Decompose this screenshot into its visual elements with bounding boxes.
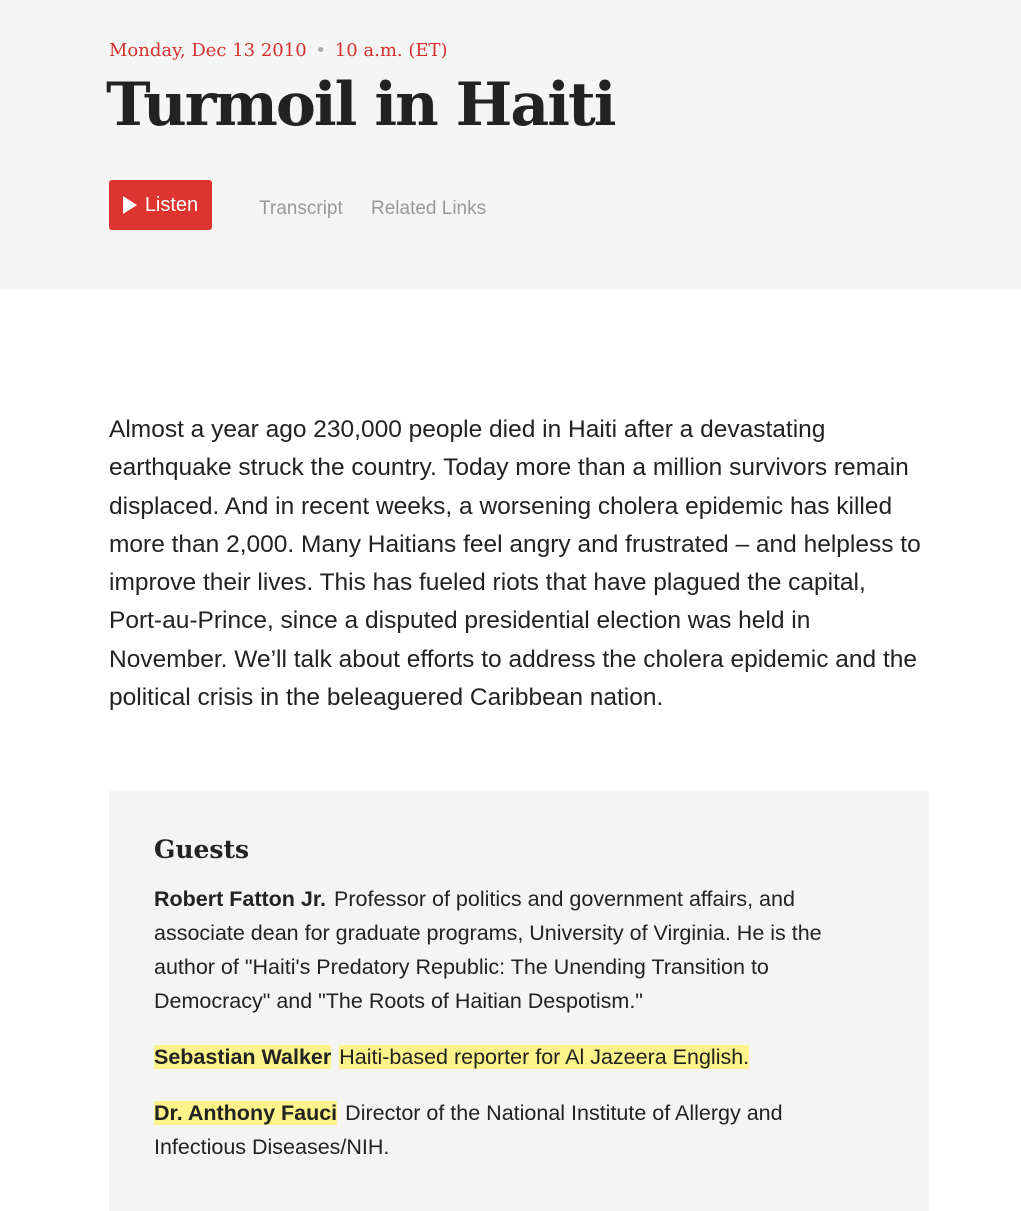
guest-name: Sebastian Walker (154, 1045, 332, 1069)
show-header (0, 0, 1021, 289)
tab-related-links[interactable]: Related Links (371, 198, 487, 219)
listen-label: Listen (144, 193, 199, 216)
guests-panel (109, 791, 929, 1211)
guest-bio: Haiti-based reporter for Al Jazeera English. (339, 1045, 750, 1069)
show-description: Almost a year ago 230,000 people died in Haiti after a devastating earthquake struck the country. Today more than a million survivors remain displaced. And in recent weeks, a worsening cholera epidemic has killed more than 2,000. Many Haitians feel angry and frustrated – and helpless to improve their lives. This has fueled riots that have plagued the capital, Port-au-Prince, since a disputed presidential election was held in November. We’ll talk about efforts to address the cholera epidemic and the political crisis in the beleaguered Caribbean nation. (109, 416, 921, 712)
guests-heading: Guests (154, 835, 250, 864)
page-title: Turmoil in Haiti (106, 70, 615, 140)
air-date (109, 40, 448, 61)
guest-item (154, 882, 874, 1018)
play-icon (123, 196, 137, 214)
separator-dot: • (315, 40, 327, 61)
tab-transcript[interactable]: Transcript (259, 198, 343, 219)
time-text: 10 a.m. (ET) (334, 40, 448, 61)
guest-name: Robert Fatton Jr. (154, 887, 327, 911)
guest-name: Dr. Anthony Fauci (154, 1101, 338, 1125)
guest-bio: Director of the National Institute of Allergy and Infectious Diseases/NIH. (154, 1101, 783, 1159)
guest-item (154, 1040, 874, 1074)
listen-button[interactable] (109, 180, 212, 230)
date-text: Monday, Dec 13 2010 (109, 40, 307, 61)
guest-item (154, 1096, 874, 1164)
guest-bio: Professor of politics and government affairs, and associate dean for graduate programs, University of Virginia. He is the author of "Haiti's Predatory Republic: The Unending Transition to Democracy" and "The Roots of Haitian Despotism." (154, 887, 822, 1013)
